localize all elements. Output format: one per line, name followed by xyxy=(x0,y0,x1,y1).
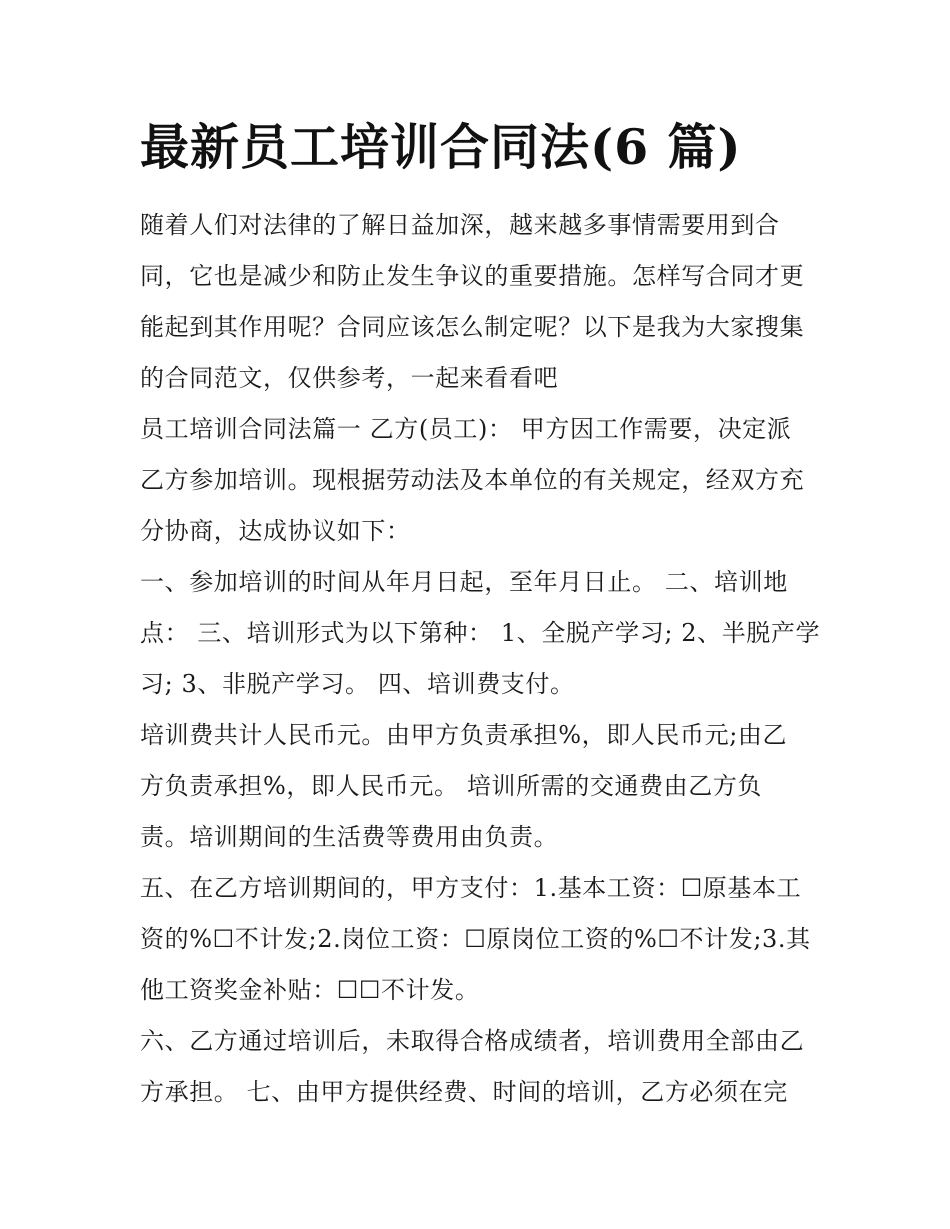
body-line-8: 一、参加培训的时间从年月日起，至年月日止。 二、培训地 xyxy=(140,568,788,596)
document-title: 最新员工培训合同法(6 篇) xyxy=(140,118,742,176)
body-line-15: 资的%☐不计发;2.岗位工资：☐原岗位工资的%☐不计发;3.其 xyxy=(140,925,811,953)
body-line-14: 五、在乙方培训期间的，甲方支付：1.基本工资：☐原基本工 xyxy=(140,874,802,902)
body-line-17: 六、乙方通过培训后，未取得合格成绩者，培训费用全部由乙 xyxy=(140,1027,805,1055)
body-line-4: 的合同范文，仅供参考，一起来看看吧 xyxy=(140,364,559,392)
body-line-2: 同，它也是减少和防止发生争议的重要措施。怎样写合同才更 xyxy=(140,262,805,290)
body-line-12: 方负责承担%，即人民币元。 培训所需的交通费由乙方负 xyxy=(140,772,763,800)
body-line-13: 责。培训期间的生活费等费用由负责。 xyxy=(140,823,559,851)
body-line-6: 乙方参加培训。现根据劳动法及本单位的有关规定，经双方充 xyxy=(140,466,805,494)
body-line-18: 方承担。 七、由甲方提供经费、时间的培训，乙方必须在完 xyxy=(140,1078,788,1106)
body-line-9: 点： 三、培训形式为以下第种： 1、全脱产学习; 2、半脱产学 xyxy=(140,619,821,647)
body-line-1: 随着人们对法律的了解日益加深，越来越多事情需要用到合 xyxy=(140,211,780,239)
body-line-11: 培训费共计人民币元。由甲方负责承担%，即人民币元;由乙 xyxy=(140,721,788,749)
body-line-3: 能起到其作用呢？合同应该怎么制定呢？以下是我为大家搜集 xyxy=(140,313,805,341)
body-line-10: 习; 3、非脱产学习。 四、培训费支付。 xyxy=(140,670,575,698)
body-line-5: 员工培训合同法篇一 乙方(员工)： 甲方因工作需要，决定派 xyxy=(140,415,792,443)
body-line-16: 他工资奖金补贴：☐☐不计发。 xyxy=(140,976,480,1004)
body-line-7: 分协商，达成协议如下： xyxy=(140,517,411,545)
